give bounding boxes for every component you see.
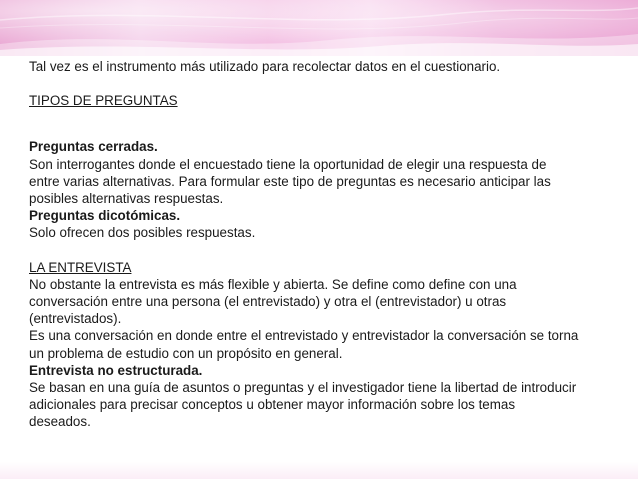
section-title-tipos: TIPOS DE PREGUNTAS	[29, 93, 178, 109]
interview-line-3: (entrevistados).	[29, 311, 122, 327]
unstructured-interview-title: Entrevista no estructurada.	[29, 362, 203, 378]
unstructured-line-3: deseados.	[29, 414, 91, 430]
interview-line-1: No obstante la entrevista es más flexible y abierta. Se define como define con una	[29, 276, 517, 292]
slide-body	[29, 58, 619, 431]
section-title-entrevista: LA ENTREVISTA	[29, 259, 132, 275]
interview-line-5: un problema de estudio con un propósito en general.	[29, 345, 343, 361]
unstructured-line-2: adicionales para precisar conceptos u obtener mayor información sobre los temas	[29, 397, 516, 413]
wave-decoration	[0, 0, 638, 56]
closed-questions-line-2: entre varias alternativas. Para formular este tipo de preguntas es necesario anticipar las	[29, 173, 551, 189]
interview-line-4: Es una conversación en donde entre el entrevistado y entrevistador la conversación se torna	[29, 328, 579, 344]
intro-text: Tal vez es el instrumento más utilizado para recolectar datos en el cuestionario.	[29, 59, 501, 74]
interview-line-2: conversación entre una persona (el entrevistado) y otra el (entrevistador) u otras	[29, 294, 507, 310]
dichotomous-questions-text: Solo ofrecen dos posibles respuestas.	[29, 225, 256, 241]
dichotomous-questions-title: Preguntas dicotómicas.	[29, 208, 181, 224]
unstructured-line-1: Se basan en una guía de asuntos o preguntas y el investigador tiene la libertad de introducir	[29, 380, 577, 396]
closed-questions-line-1: Son interrogantes donde el encuestado tiene la oportunidad de elegir una respuesta de	[29, 156, 547, 172]
header-decoration	[0, 0, 638, 56]
closed-questions-line-3: posibles alternativas respuestas.	[29, 191, 224, 207]
closed-questions-title: Preguntas cerradas.	[29, 139, 158, 155]
footer-decoration	[0, 435, 638, 479]
